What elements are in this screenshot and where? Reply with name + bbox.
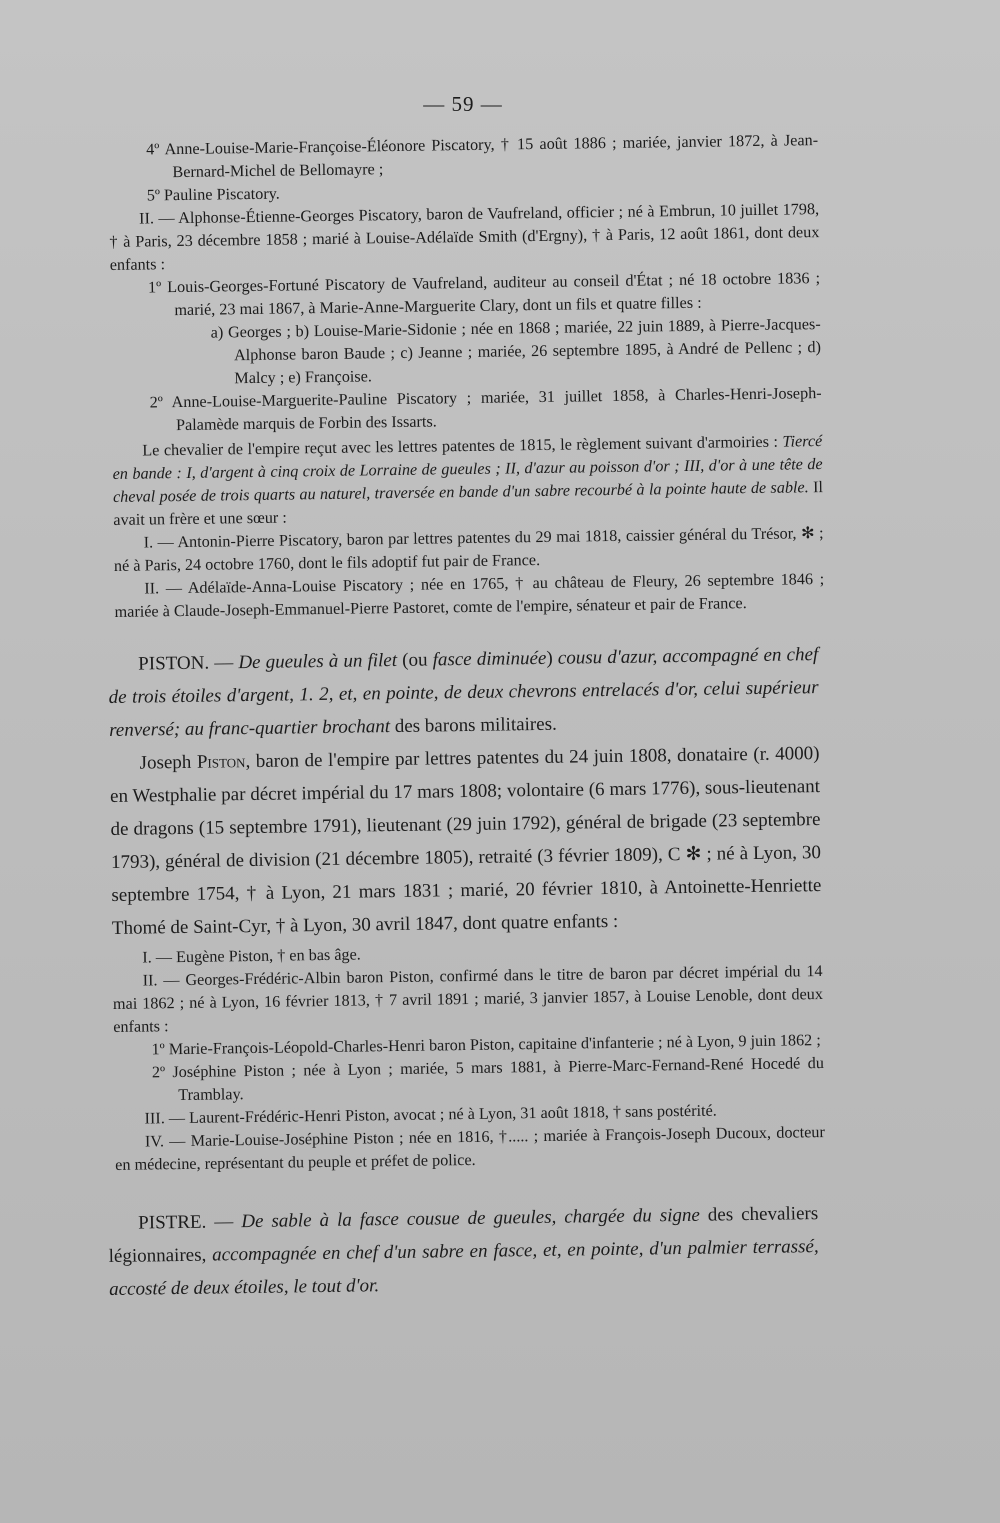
dash: — xyxy=(206,1211,242,1233)
paragraph: 5º Pauline Piscatory. xyxy=(146,184,280,205)
text: (ou xyxy=(396,649,433,671)
text: Le chevalier de l'empire reçut avec les lettres patentes de 1815, le règlement suivant d'armoiries : xyxy=(142,432,783,460)
entry-arms xyxy=(108,1197,819,1306)
text: Joseph xyxy=(139,751,198,774)
paragraph: II. — Alphonse-Étienne-Georges Piscatory, baron de Vaufreland, officier ; né à Embrun, 10 juillet 1798, † à Paris, 23 décembre 1858 ; marié à Louise-Adélaïde Smith (d'Ergny), † à Paris, 12 août 1861, dont deux enfants : xyxy=(109,200,820,274)
paragraph: II. — Georges-Frédéric-Albin baron Piston, confirmé dans le titre de baron par décret impérial du 14 mai 1862 ; né à Lyon, 16 février 1813, † 7 avril 1891 ; marié, 3 janvier 1857, à Louise Lenoble, dont deux enfants : xyxy=(112,962,824,1036)
blazon-text: Tiercé en bande : I, d'argent à cinq croix de Lorraine de gueules ; II, d'azur au poisson d'or ; III, d'or à une tête de cheval posée de trois quarts au naturel, traversée en bande d'un sabre recourbé à la pointe haute de sable. xyxy=(112,432,823,506)
paragraph: I. — Antonin-Pierre Piscatory, baron par lettres patentes du 29 mai 1818, caissier général du Trésor, ✻ ; né à Paris, 24 octobre 1760, dont le fils adoptif fut pair de France. xyxy=(113,524,824,575)
page-number: — 59 — xyxy=(423,92,503,116)
paragraph: 1º Marie-François-Léopold-Charles-Henri baron Piston, capitaine d'infanterie ; né à Lyon, 9 juin 1862 ; xyxy=(151,1031,821,1059)
blazon-text: accompagnée en chef d'un sabre en fasce, et, en pointe, d'un palmier terrassé, accosté de deux étoiles, le tout d'or. xyxy=(109,1236,819,1300)
text: des chevaliers légionnaires, xyxy=(108,1203,819,1267)
paragraph: 2º Anne-Louise-Marguerite-Pauline Piscatory ; mariée, 31 juillet 1858, à Charles-Henri-Joseph-Palamède marquis de Forbin des Issarts. xyxy=(149,384,822,435)
pistre-section xyxy=(108,1197,819,1306)
entry-arms xyxy=(108,638,819,747)
surname: Piston xyxy=(196,751,246,773)
piston-section xyxy=(108,638,825,1177)
paragraph: 4º Anne-Louise-Marie-Françoise-Éléonore Piscatory, † 15 août 1886 ; mariée, janvier 1872, à Jean-Bernard-Michel de Bellomayre ; xyxy=(146,131,819,182)
blazon-text: De sable à la fasce cousue de gueules, chargée du signe xyxy=(241,1204,700,1233)
paragraph: 2º Joséphine Piston ; née à Lyon ; mariée, 5 mars 1881, à Pierre-Marc-Fernand-René Hocedé du Tramblay. xyxy=(151,1054,824,1105)
text: Il avait un frère et une sœur : xyxy=(113,478,824,529)
biography xyxy=(109,737,822,945)
paragraph: I. — Eugène Piston, † en bas âge. xyxy=(142,945,361,967)
paragraph: a) Georges ; b) Louise-Marie-Sidonie ; née en 1868 ; mariée, 22 juin 1889, à Pierre-Jacques-Alphonse baron Baude ; c) Jeanne ; mariée, 26 septembre 1895, à André de Pellenc ; d) Malcy ; e) Françoise. xyxy=(210,315,822,388)
paragraph: III. — Laurent-Frédéric-Henri Piston, avocat ; né à Lyon, 31 août 1818, † sans postérité. xyxy=(144,1101,717,1128)
entry-heading: PISTON. xyxy=(138,652,210,675)
entry-heading: PISTRE. xyxy=(138,1211,207,1234)
blazon-text: fasce diminuée xyxy=(432,647,547,671)
paragraph: II. — Adélaïde-Anna-Louise Piscatory ; née en 1765, † au château de Fleury, 26 septembre 1846 ; mariée à Claude-Joseph-Emmanuel-Pierre Pastoret, comte de l'empire, sénateur et pair de France. xyxy=(114,570,825,621)
blazon-text: cousu d'azur, accompagné en chef de trois étoiles d'argent, 1. 2, et, en pointe, de deux chevrons entrelacés d'or, celui supérieur renversé; au franc-quartier brochant xyxy=(108,644,819,741)
text: ) xyxy=(546,647,559,669)
dash: — xyxy=(208,652,239,674)
paragraph: 1º Louis-Georges-Fortuné Piscatory de Vaufreland, auditeur au conseil d'État ; né 18 octobre 1836 ; marié, 23 mai 1867, à Marie-Anne-Marguerite Clary, dont un fils et quatre filles : xyxy=(147,269,821,320)
piscatory-section xyxy=(108,129,825,624)
arms-paragraph xyxy=(112,430,823,532)
blazon-text: De gueules à un filet xyxy=(238,649,398,674)
text: , baron de l'empire par lettres patentes du 24 juin 1808, donataire (r. 4000) en Westphalie par décret impérial du 17 mars 1808; volontaire (6 mars 1776), sous-lieutenant de dragons (15 septembre 1791), lieutenant (29 juin 1792), général de brigade (23 septembre 1793), général de division (21 décembre 1805), retraité (3 février 1809), C ✻ ; né à Lyon, 30 septembre 1754, † à Lyon, 21 mars 1831 ; marié, 20 février 1810, à Antoinette-Henriette Thomé de Saint-Cyr, † à Lyon, 30 avril 1847, dont quatre enfants : xyxy=(109,743,822,939)
paragraph: IV. — Marie-Louise-Joséphine Piston ; née en 1816, †..... ; mariée à François-Joseph Ducoux, docteur en médecine, représentant du peuple et préfet de police. xyxy=(115,1123,825,1174)
text: des barons militaires. xyxy=(389,713,557,738)
